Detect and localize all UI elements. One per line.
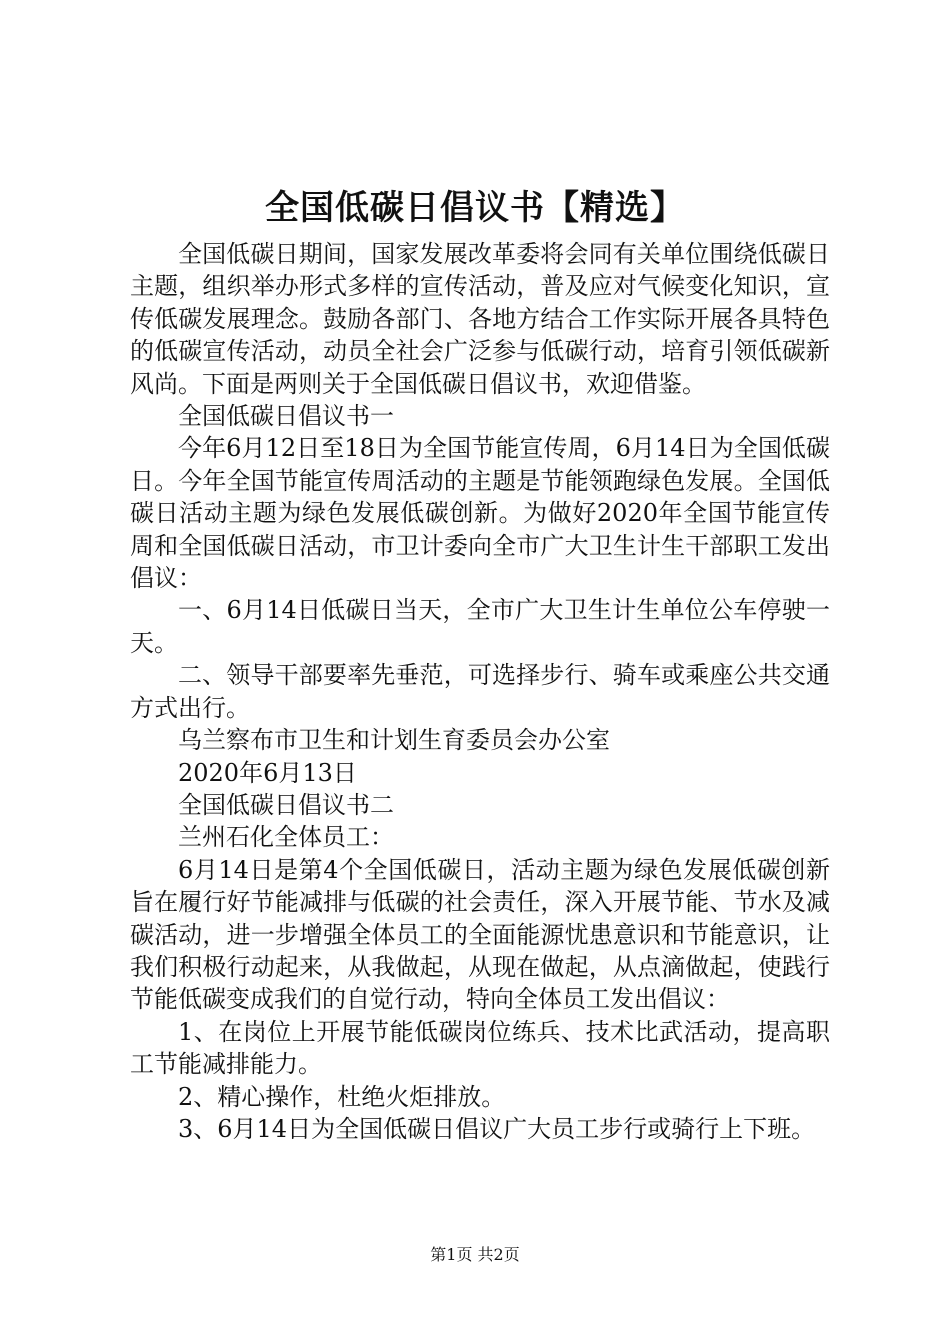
salutation: 兰州石化全体员工： bbox=[178, 823, 394, 852]
section-heading-one: 全国低碳日倡议书一 bbox=[178, 402, 394, 431]
body-paragraph: 今年6月12日至18日为全国节能宣传周，6月14日为全国低碳日。今年全国节能宣传周活动的主题是节能领跑绿色发展。全国低碳日活动主题为绿色发展低碳创新。为做好2020年全国节能宣传周和全国低碳日活动，市卫计委向全市广大卫生计生干部职工发出倡议： bbox=[130, 434, 830, 593]
list-item: 2、精心操作，杜绝火炬排放。 bbox=[178, 1082, 506, 1111]
list-item: 一、6月14日低碳日当天，全市广大卫生计生单位公车停驶一天。 bbox=[130, 596, 830, 657]
intro-paragraph: 全国低碳日期间，国家发展改革委将会同有关单位围绕低碳日主题，组织举办形式多样的宣传活动，普及应对气候变化知识，宣传低碳发展理念。鼓励各部门、各地方结合工作实际开展各具特色的低碳宣传活动，动员全社会广泛参与低碳行动，培育引领低碳新风尚。下面是两则关于全国低碳日倡议书，欢迎借鉴。 bbox=[130, 240, 830, 398]
signature-organization: 乌兰察布市卫生和计划生育委员会办公室 bbox=[178, 726, 610, 755]
list-item: 3、6月14日为全国低碳日倡议广大员工步行或骑行上下班。 bbox=[178, 1114, 816, 1143]
document-body bbox=[130, 238, 830, 1145]
section-heading-two: 全国低碳日倡议书二 bbox=[178, 790, 394, 819]
list-item: 二、领导干部要率先垂范，可选择步行、骑车或乘座公共交通方式出行。 bbox=[130, 661, 830, 722]
document-title: 全国低碳日倡议书【精选】 bbox=[265, 188, 685, 228]
signature-date: 2020年6月13日 bbox=[178, 758, 357, 787]
body-paragraph: 6月14日是第4个全国低碳日，活动主题为绿色发展低碳创新旨在履行好节能减排与低碳的社会责任，深入开展节能、节水及减碳活动，进一步增强全体员工的全面能源忧患意识和节能意识，让我们积极行动起来，从我做起，从现在做起，从点滴做起，使践行节能低碳变成我们的自觉行动，特向全体员工发出倡议： bbox=[130, 855, 830, 1014]
list-item: 1、在岗位上开展节能低碳岗位练兵、技术比武活动，提高职工节能减排能力。 bbox=[130, 1017, 830, 1079]
page-number-footer: 第1页 共2页 bbox=[430, 1245, 520, 1264]
